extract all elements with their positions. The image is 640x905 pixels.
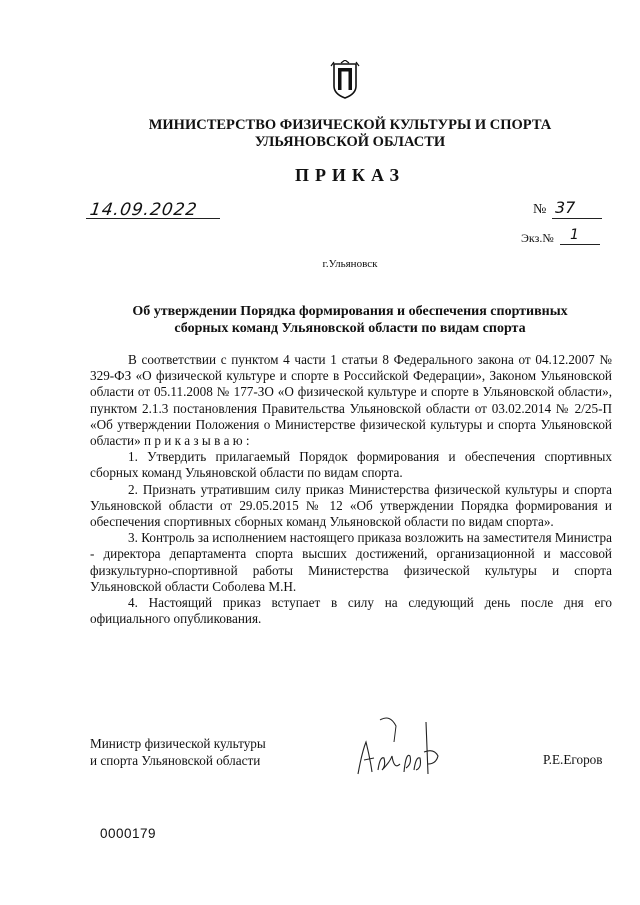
item-4-paragraph: 4. Настоящий приказ вступает в силу на следующий день после дня его официального опубликования. — [90, 595, 612, 627]
order-date: 14.09.2022 — [88, 200, 199, 220]
signatory-name: Р.Е.Егоров — [543, 752, 603, 767]
copy-number: 1 — [570, 227, 579, 243]
coat-of-arms-emblem — [328, 60, 362, 100]
handwritten-signature — [350, 712, 460, 782]
signatory-position-line1: Министр физической культуры — [90, 736, 266, 751]
signatory-position-line2: и спорта Ульяновской области — [90, 753, 261, 768]
city: г.Ульяновск — [322, 258, 378, 270]
order-title-line1: Об утверждении Порядка формирования и обеспечения спортивных — [132, 304, 568, 319]
copy-underline — [560, 244, 600, 245]
document-code: 0000179 — [100, 826, 157, 841]
item-1-paragraph: 1. Утвердить прилагаемый Порядок формирования и обеспечения спортивных сборных команд Ульяновской области по видам спорта. — [90, 449, 612, 481]
ministry-name-line2: УЛЬЯНОВСКОЙ ОБЛАСТИ — [254, 134, 446, 150]
item-2-paragraph: 2. Признать утратившим силу приказ Министерства физической культуры и спорта Ульяновской области от 29.05.2015 № 12 «Об утверждении Порядка формирования и обеспечения спортивных сборных команд Ульяновской области по видам спорта». — [90, 481, 612, 530]
ministry-name-line1: МИНИСТЕРСТВО ФИЗИЧЕСКОЙ КУЛЬТУРЫ И СПОРТА — [148, 117, 552, 133]
order-title-line2: сборных команд Ульяновской области по видам спорта — [174, 321, 526, 336]
number-underline — [552, 218, 602, 219]
item-3-paragraph: 3. Контроль за исполнением настоящего приказа возложить на заместителя Министра - директора департамента спорта высших достижений, организационной и массовой физкультурно-спортивной работы Министерства физической культуры и спорта Ульяновской области Соболева М.Н. — [90, 530, 612, 594]
number-label: № — [533, 202, 547, 217]
document-type: ПРИКАЗ — [294, 165, 406, 185]
preamble-paragraph: В соответствии с пунктом 4 части 1 статьи 8 Федерального закона от 04.12.2007 № 329-ФЗ «О физической культуре и спорте в Российской Федерации», Законом Ульяновской области от 05.11.2008 № 177-ЗО «О физической культуре и спорте в Ульяновской области», пунктом 2.1.3 постановления Правительства Ульяновской области от 03.02.2014 № 2/25-П «Об утверждении Положения о Министерстве физической культуры и спорта Ульяновской области» п р и к а з ы в а ю : — [90, 352, 612, 449]
copy-label: Экз.№ — [521, 231, 554, 245]
order-body — [90, 352, 612, 627]
signatory-position — [90, 735, 266, 769]
order-number: 37 — [555, 198, 576, 217]
date-underline — [86, 218, 220, 219]
